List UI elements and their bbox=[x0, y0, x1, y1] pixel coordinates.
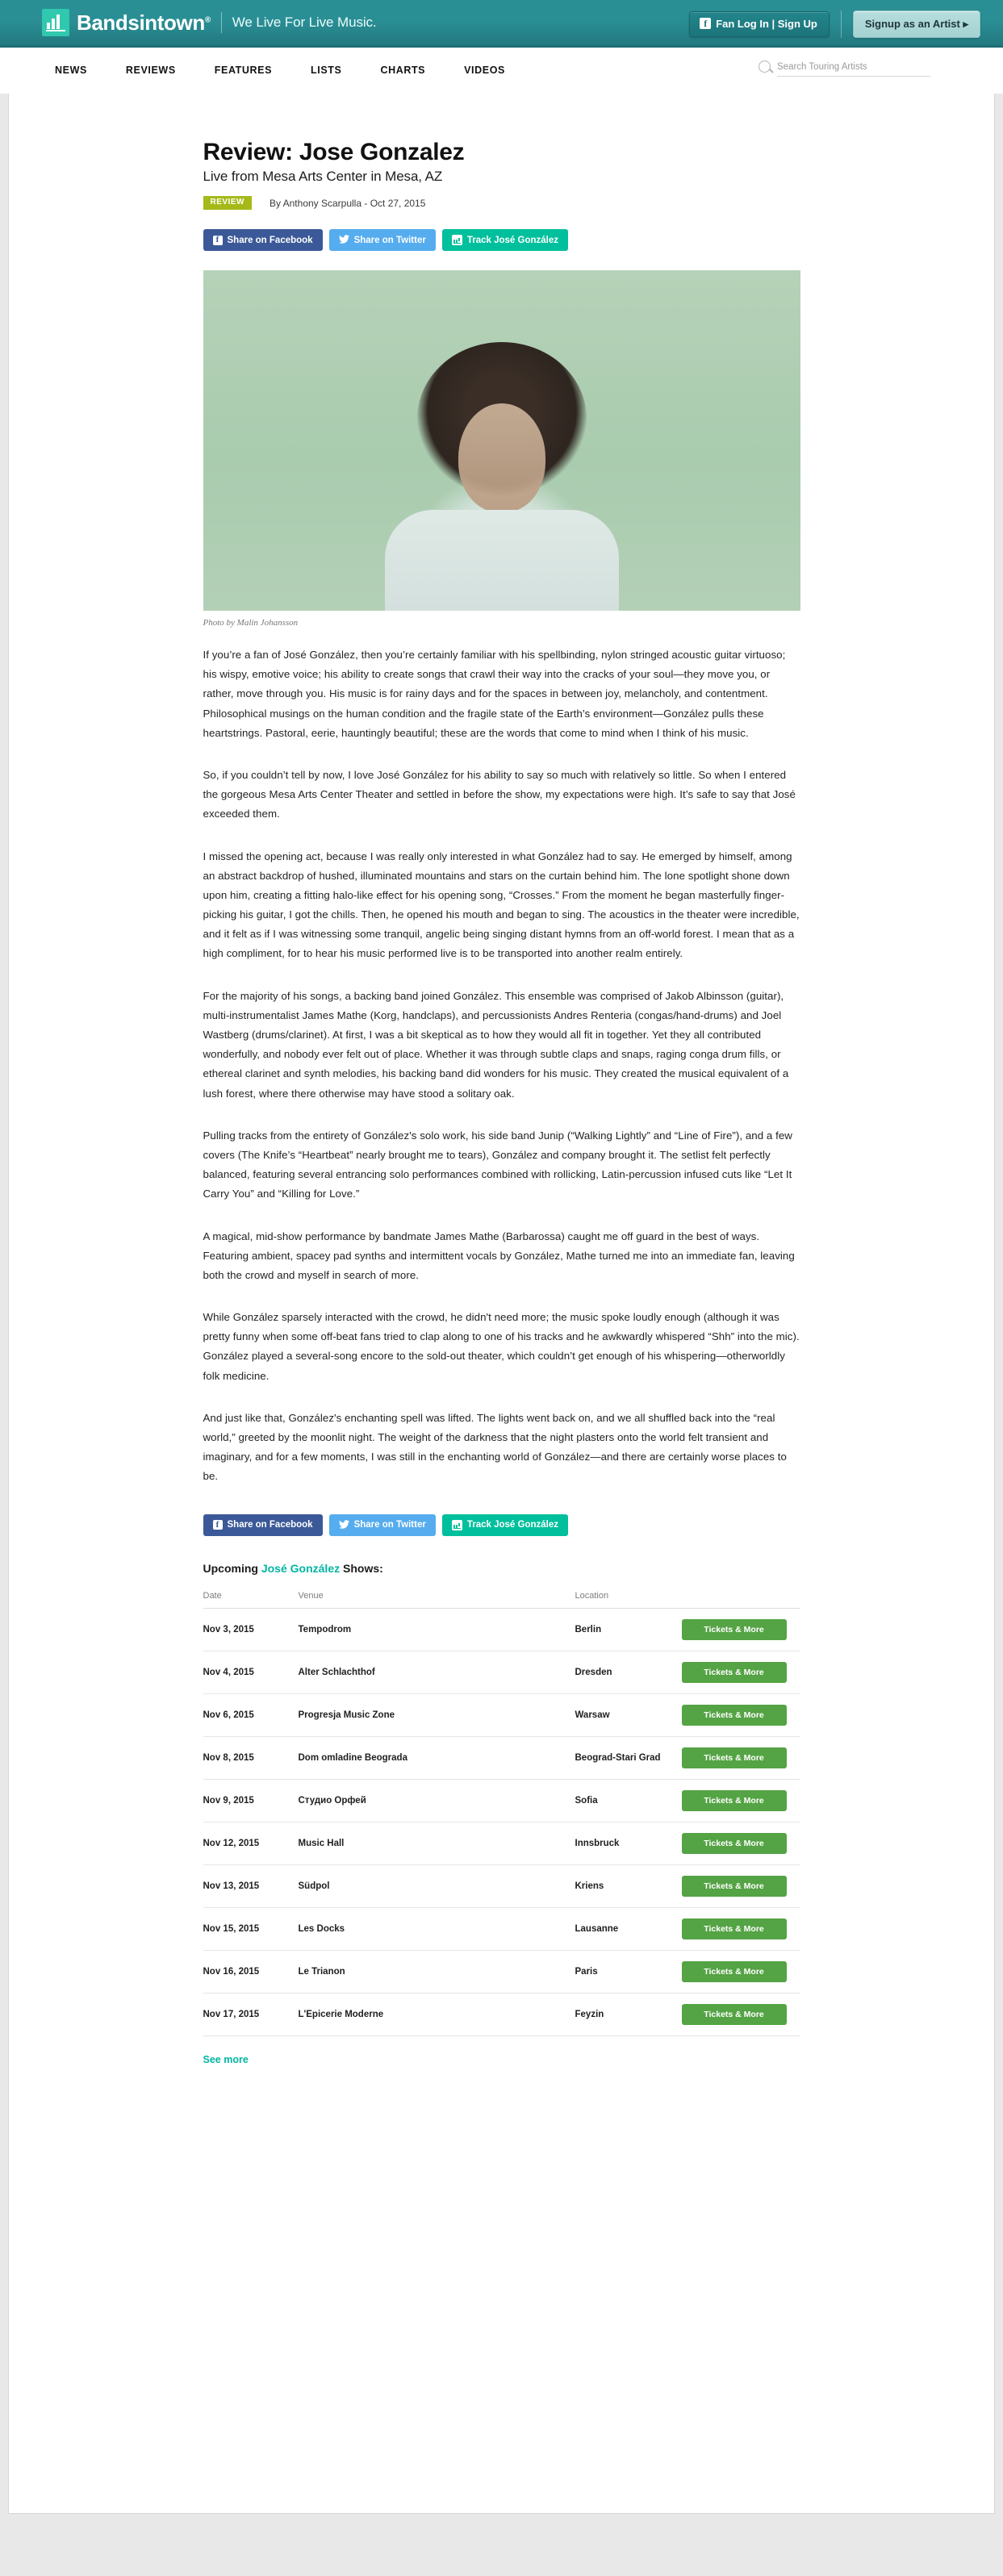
article-subtitle: Live from Mesa Arts Center in Mesa, AZ bbox=[203, 169, 443, 184]
upcoming-shows-heading bbox=[203, 1562, 800, 1575]
see-more-link[interactable]: See more bbox=[203, 2053, 249, 2065]
article-hero-photo bbox=[203, 270, 800, 611]
facebook-icon: f bbox=[213, 236, 223, 245]
column-header-location: Location bbox=[575, 1591, 682, 1609]
article-paragraph: If you’re a fan of José González, then you’re certainly familiar with his spellbinding, nylon stringed acoustic guitar virtuoso; his wispy, emotive voice; his ability to create songs that crawl their way into the cracks of your soul—they move you, or rather, move through you. His music is for rainy days and for the spaces in between joy, melancholy, and contentment. Philosophical musings on the human condition and the fragile state of the Earth’s environment—González pulls these heartstrings. Pastoral, eerie, hauntingly beautiful; these are the words that come to mind when I think of his music. bbox=[203, 649, 786, 739]
show-date: Nov 12, 2015 bbox=[203, 1822, 299, 1864]
article bbox=[203, 94, 800, 2067]
track-artist-label: Track José González bbox=[466, 235, 558, 245]
article-paragraph: For the majority of his songs, a backing band joined González. This ensemble was comprised of Jakob Albinsson (guitar), multi-instrumentalist James Mathe (Korg, handclaps), and percussionists Andres Renteria (congas/hand-drums) and Joel Wastberg (drums/clarinet). At first, I was a bit skeptical as to how they would all fit in together. Yet they all contributed wonderfully, and nobody ever felt out of place. Whether it was through subtle claps and snaps, raging conga drum fills, or ethereal clarinet and synth melodies, his backing band did wonders for his music. They created the musical equivalent of a lush forest, where there otherwise may have stood a solitary oak. bbox=[203, 989, 789, 1100]
share-facebook-button[interactable] bbox=[203, 1514, 323, 1536]
tickets-and-more-button[interactable]: Tickets & More bbox=[682, 1662, 787, 1683]
table-row bbox=[203, 1907, 800, 1950]
table-row bbox=[203, 1693, 800, 1736]
share-row-bottom bbox=[203, 1514, 800, 1536]
share-facebook-label: Share on Facebook bbox=[227, 235, 313, 245]
show-location: Berlin bbox=[575, 1608, 682, 1651]
shows-heading-suffix: Shows: bbox=[340, 1561, 383, 1575]
show-venue: Le Trianon bbox=[299, 1950, 575, 1993]
tickets-and-more-button[interactable]: Tickets & More bbox=[682, 1619, 787, 1640]
share-row-top bbox=[203, 229, 800, 251]
tickets-and-more-button[interactable]: Tickets & More bbox=[682, 1876, 787, 1897]
show-actions bbox=[682, 1651, 800, 1693]
show-venue: Студио Орфей bbox=[299, 1779, 575, 1822]
nav-item-charts[interactable]: CHARTS bbox=[380, 65, 426, 77]
table-body bbox=[203, 1608, 800, 2035]
table-row bbox=[203, 1608, 800, 1651]
fan-login-label: Fan Log In | Sign Up bbox=[716, 17, 817, 30]
article-paragraph: Pulling tracks from the entirety of González's solo work, his side band Junip (“Walking Lightly” and “Line of Fire”), and a few covers (The Knife’s “Heartbeat” nearly brought me to tears), González and company brought it. The setlist felt perfectly balanced, featuring several entrancing solo performances combined with rollicking, Latin-percussion infused cuts like “Let It Carry You” and “Killing for Love.” bbox=[203, 1129, 792, 1200]
article-paragraph: And just like that, González's enchanting spell was lifted. The lights went back on, and we all shuffled back into the “real world,” greeted by the moonlit night. The weight of the darkness that the night plasters onto the world felt transient and imaginary, and for a few moments, I was still in the enchanting world of González—and there are certainly worse places to be. bbox=[203, 1411, 787, 1483]
photo-caption: Photo by Malin Johansson bbox=[203, 618, 299, 628]
article-paragraph: I missed the opening act, because I was really only interested in what González had to say. He emerged by himself, among an abstract backdrop of hushed, illuminated mountains and stars on the curtain behind him. The lone spotlight shone down upon him, creating a fitting halo-like effect for his opening song, “Crosses.” From the moment he began masterfully finger-picking his guitar, I got the chills. Then, he opened his mouth and began to sing. The acoustics in the theater were incredible, and it felt as if I was witnessing some tranquil, angelic being singing distant hymns from an off-world forest. I mean that as a high compliment, for to hear his music performed live is to be transported into another realm entirely. bbox=[203, 850, 800, 960]
search-input[interactable] bbox=[777, 62, 930, 77]
track-artist-button[interactable] bbox=[442, 1514, 568, 1536]
show-location: Dresden bbox=[575, 1651, 682, 1693]
twitter-bird-icon bbox=[339, 1520, 349, 1530]
show-venue: Music Hall bbox=[299, 1822, 575, 1864]
byline-text: By Anthony Scarpulla - Oct 27, 2015 bbox=[269, 197, 426, 209]
facebook-icon: f bbox=[700, 18, 711, 29]
share-twitter-label: Share on Twitter bbox=[353, 1520, 426, 1530]
table-row bbox=[203, 1736, 800, 1779]
show-date: Nov 3, 2015 bbox=[203, 1608, 299, 1651]
share-twitter-button[interactable] bbox=[329, 229, 436, 251]
table-row bbox=[203, 1822, 800, 1864]
tickets-and-more-button[interactable]: Tickets & More bbox=[682, 1918, 787, 1939]
show-location: Paris bbox=[575, 1950, 682, 1993]
show-location: Feyzin bbox=[575, 1993, 682, 2035]
show-actions bbox=[682, 1993, 800, 2035]
nav-item-reviews[interactable]: REVIEWS bbox=[125, 65, 176, 77]
brand-tagline: We Live For Live Music. bbox=[232, 15, 377, 30]
share-twitter-label: Share on Twitter bbox=[353, 235, 426, 245]
show-actions bbox=[682, 1907, 800, 1950]
show-venue: Les Docks bbox=[299, 1907, 575, 1950]
brand-logo[interactable] bbox=[42, 9, 377, 36]
page-container bbox=[8, 94, 995, 2514]
track-artist-button[interactable] bbox=[442, 229, 568, 251]
bandsintown-logo-icon bbox=[42, 9, 69, 36]
main-navigation bbox=[0, 48, 1003, 94]
show-date: Nov 4, 2015 bbox=[203, 1651, 299, 1693]
column-header-date: Date bbox=[203, 1591, 299, 1609]
share-twitter-button[interactable] bbox=[329, 1514, 436, 1536]
article-paragraph: While González sparsely interacted with the crowd, he didn't need more; the music spoke loudly enough (although it was pretty funny when some off-beat fans tried to clap along to one of his tracks and he awkwardly whispered “Shh” into the mic). González played a several-song encore to the sold-out theater, which couldn’t get enough of his whispering—otherworldly folk medicine. bbox=[203, 1311, 800, 1382]
nav-item-videos[interactable]: VIDEOS bbox=[464, 65, 505, 77]
show-date: Nov 8, 2015 bbox=[203, 1736, 299, 1779]
nav-item-features[interactable]: FEATURES bbox=[214, 65, 273, 77]
signup-artist-button[interactable]: Signup as an Artist ▸ bbox=[853, 10, 980, 38]
show-location: Lausanne bbox=[575, 1907, 682, 1950]
page-title: Review: Jose Gonzalez bbox=[203, 139, 465, 165]
show-venue: Dom omladine Beograda bbox=[299, 1736, 575, 1779]
show-date: Nov 16, 2015 bbox=[203, 1950, 299, 1993]
top-bar-actions bbox=[689, 0, 980, 48]
track-artist-label: Track José González bbox=[466, 1520, 558, 1530]
fan-login-signup-button[interactable] bbox=[689, 11, 830, 37]
tickets-and-more-button[interactable]: Tickets & More bbox=[682, 1961, 787, 1982]
nav-item-lists[interactable]: LISTS bbox=[311, 65, 342, 77]
top-bar bbox=[0, 0, 1003, 48]
show-venue: Tempodrom bbox=[299, 1608, 575, 1651]
divider bbox=[841, 10, 842, 38]
brand-name: Bandsintown® bbox=[77, 10, 211, 35]
show-location: Beograd-Stari Grad bbox=[575, 1736, 682, 1779]
bandsintown-icon bbox=[452, 1520, 462, 1530]
nav-item-news[interactable]: NEWS bbox=[55, 65, 87, 77]
show-location: Warsaw bbox=[575, 1693, 682, 1736]
show-location: Sofia bbox=[575, 1779, 682, 1822]
tickets-and-more-button[interactable]: Tickets & More bbox=[682, 2004, 787, 2025]
tickets-and-more-button[interactable]: Tickets & More bbox=[682, 1833, 787, 1854]
show-venue: Südpol bbox=[299, 1864, 575, 1907]
table-row bbox=[203, 1651, 800, 1693]
shows-heading-prefix: Upcoming bbox=[203, 1561, 261, 1575]
show-actions bbox=[682, 1822, 800, 1864]
photo-shirt bbox=[385, 510, 619, 611]
show-actions bbox=[682, 1736, 800, 1779]
show-date: Nov 6, 2015 bbox=[203, 1693, 299, 1736]
show-location: Kriens bbox=[575, 1864, 682, 1907]
upcoming-shows-table bbox=[203, 1591, 800, 2036]
show-actions bbox=[682, 1779, 800, 1822]
table-row bbox=[203, 1864, 800, 1907]
share-facebook-button[interactable] bbox=[203, 229, 323, 251]
article-paragraph: So, if you couldn’t tell by now, I love José González for his ability to say so much with relatively so little. So when I entered the gorgeous Mesa Arts Center Theater and settled in before the show, my expectations were high. It’s safe to say that José exceeded them. bbox=[203, 768, 796, 820]
show-venue: Alter Schlachthof bbox=[299, 1651, 575, 1693]
nav-item-list bbox=[36, 65, 524, 76]
table-row bbox=[203, 1950, 800, 1993]
status-badge: REVIEW bbox=[203, 196, 252, 210]
show-venue: L'Epicerie Moderne bbox=[299, 1993, 575, 2035]
show-date: Nov 9, 2015 bbox=[203, 1779, 299, 1822]
byline-row bbox=[203, 196, 800, 210]
article-paragraph: A magical, mid-show performance by bandmate James Mathe (Barbarossa) caught me off guard in the best of ways. Featuring ambient, spacey pad synths and intermittent vocals by González, Mathe turned me into an immediate fan, leaving both the crowd and myself in search of more. bbox=[203, 1230, 795, 1281]
show-date: Nov 15, 2015 bbox=[203, 1907, 299, 1950]
facebook-icon: f bbox=[213, 1520, 223, 1530]
show-actions bbox=[682, 1693, 800, 1736]
share-facebook-label: Share on Facebook bbox=[227, 1520, 313, 1530]
show-actions bbox=[682, 1950, 800, 1993]
table-row bbox=[203, 1993, 800, 2035]
show-venue: Progresja Music Zone bbox=[299, 1693, 575, 1736]
shows-heading-artist-link[interactable]: José González bbox=[261, 1561, 341, 1575]
table-header-row bbox=[203, 1591, 800, 1609]
search-area bbox=[759, 61, 930, 77]
column-header-actions bbox=[682, 1591, 800, 1609]
tickets-and-more-button[interactable]: Tickets & More bbox=[682, 1790, 787, 1811]
show-date: Nov 13, 2015 bbox=[203, 1864, 299, 1907]
bandsintown-icon bbox=[452, 235, 462, 245]
show-location: Innsbruck bbox=[575, 1822, 682, 1864]
registered-mark: ® bbox=[204, 15, 211, 24]
show-date: Nov 17, 2015 bbox=[203, 1993, 299, 2035]
brand-divider bbox=[221, 12, 222, 33]
table-row bbox=[203, 1779, 800, 1822]
column-header-venue: Venue bbox=[299, 1591, 575, 1609]
tickets-and-more-button[interactable]: Tickets & More bbox=[682, 1747, 787, 1768]
photo-face bbox=[458, 403, 545, 512]
tickets-and-more-button[interactable]: Tickets & More bbox=[682, 1705, 787, 1726]
search-icon bbox=[759, 61, 771, 73]
show-actions bbox=[682, 1608, 800, 1651]
twitter-bird-icon bbox=[339, 235, 349, 245]
show-actions bbox=[682, 1864, 800, 1907]
